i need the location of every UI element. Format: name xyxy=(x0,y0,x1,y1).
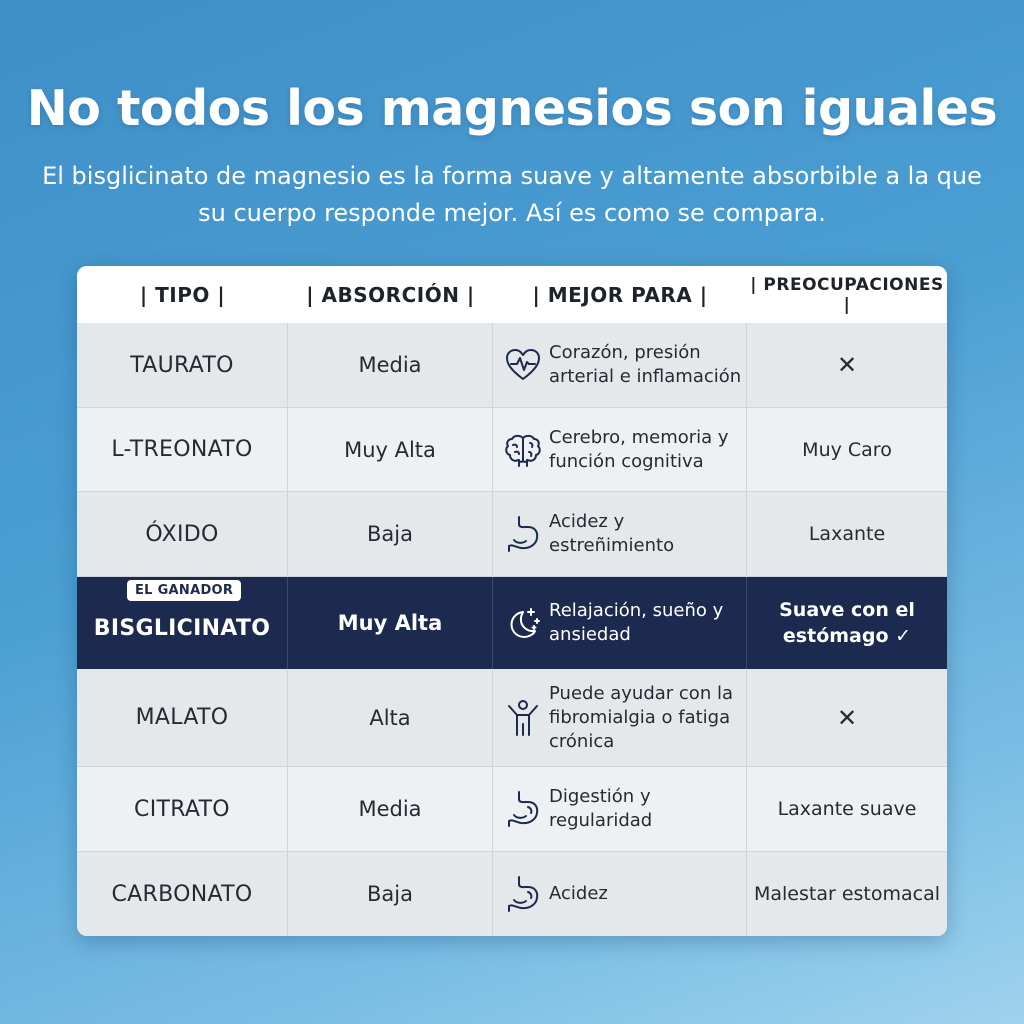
best-for-text: Cerebro, memoria y función cognitiva xyxy=(549,426,729,472)
row-absorption: Baja xyxy=(288,492,493,577)
row-type: ÓXIDO xyxy=(77,492,288,577)
comparison-table xyxy=(77,266,947,936)
best-for-text: Corazón, presión arterial e inflamación xyxy=(549,342,742,387)
row-type xyxy=(77,577,288,669)
table-row xyxy=(77,408,947,492)
row-concerns: ✕ xyxy=(747,669,947,767)
stomach-icon xyxy=(503,514,543,554)
header-tipo: | TIPO | xyxy=(139,282,226,307)
person-energy-icon xyxy=(503,698,543,738)
row-concerns: Laxante xyxy=(747,492,947,577)
row-best-for xyxy=(493,408,747,492)
table-row xyxy=(77,669,947,767)
row-absorption: Muy Alta xyxy=(288,408,493,492)
header-mejor-para: | MEJOR PARA | xyxy=(532,282,708,307)
best-for-text: Puede ayudar con la fibromialgia o fatiga crónica xyxy=(549,682,733,752)
row-concerns: Suave con el estómago ✓ xyxy=(779,599,915,647)
best-for-text: Acidez xyxy=(549,883,608,904)
row-absorption: Muy Alta xyxy=(288,577,493,669)
table-row xyxy=(77,323,947,408)
row-concerns: Laxante suave xyxy=(747,767,947,852)
row-type: CITRATO xyxy=(77,767,288,852)
best-for-text: Acidez y estreñimiento xyxy=(549,511,675,556)
table-header xyxy=(77,266,947,324)
page-subtitle: El bisglicinato de magnesio es la forma suave y altamente absorbible a la que su cuerpo responde mejor. Así es como se compara. xyxy=(42,162,982,227)
row-absorption: Alta xyxy=(288,669,493,767)
heart-pulse-icon xyxy=(503,345,543,385)
winner-row xyxy=(77,577,947,669)
table-row xyxy=(77,767,947,852)
row-type: MALATO xyxy=(77,669,288,767)
row-absorption: Media xyxy=(288,767,493,852)
stomach-icon xyxy=(503,874,543,914)
row-absorption: Media xyxy=(288,323,493,408)
table-row xyxy=(77,492,947,577)
row-best-for xyxy=(493,852,747,936)
header-absorcion: | ABSORCIÓN | xyxy=(306,282,475,307)
stomach-icon xyxy=(503,789,543,829)
table-row xyxy=(77,852,947,936)
best-for-text: Relajación, sueño y ansiedad xyxy=(549,600,724,645)
row-type: L-TREONATO xyxy=(77,408,288,492)
row-type-label: BISGLICINATO xyxy=(93,615,271,641)
row-absorption: Baja xyxy=(288,852,493,936)
row-concerns: Malestar estomacal xyxy=(753,883,941,905)
row-type: TAURATO xyxy=(77,323,288,408)
header-preocupaciones: | PREOCUPACIONES | xyxy=(750,274,944,315)
moon-stars-icon xyxy=(503,603,543,643)
winner-badge: EL GANADOR xyxy=(127,580,241,601)
brain-icon xyxy=(503,430,543,470)
best-for-text: Digestión y regularidad xyxy=(549,786,653,831)
page-title: No todos los magnesios son iguales xyxy=(26,80,998,137)
row-best-for xyxy=(493,767,747,852)
row-concerns: ✕ xyxy=(747,323,947,408)
row-best-for xyxy=(493,492,747,577)
row-best-for xyxy=(493,577,747,669)
row-best-for xyxy=(493,669,747,767)
row-best-for xyxy=(493,323,747,408)
row-type: CARBONATO xyxy=(77,852,288,936)
row-concerns: Muy Caro xyxy=(747,408,947,492)
